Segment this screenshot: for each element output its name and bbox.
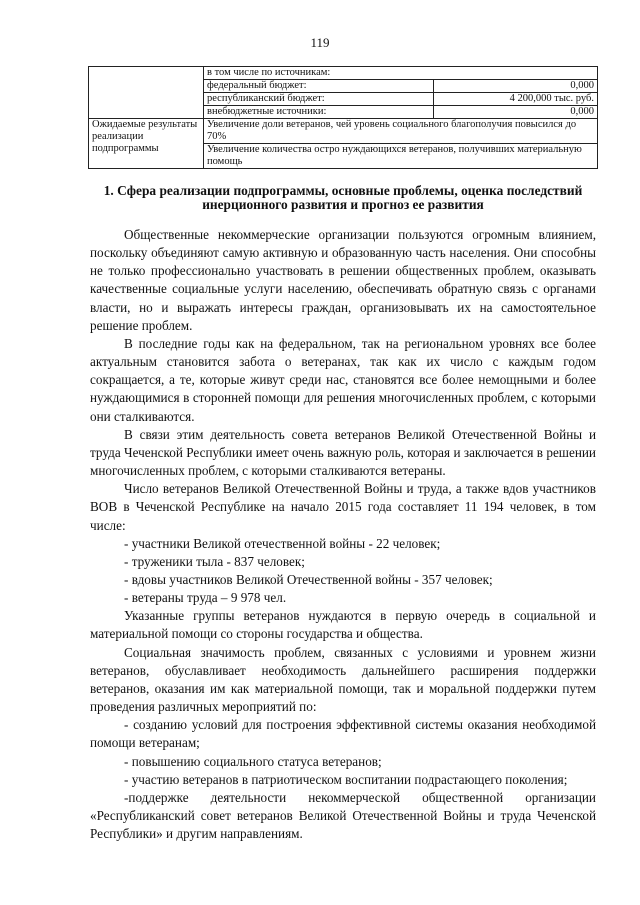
- list-item: - созданию условий для построения эффективной системы оказания необходимой помощи ветеранам;: [90, 717, 596, 751]
- paragraph: Общественные некоммерческие организации пользуются огромным влиянием, поскольку объединяют самую активную и образованную часть населения. Они способны не только профессионально участвовать в решении общественных проблем, оказывать качественные социальные услуги населению, обеспечивать обратную связь с органами власти, но и выражать интересы граждан, организовывать их на самостоятельное решение проблем.: [90, 227, 596, 333]
- list-item: - труженики тыла - 837 человек;: [124, 553, 305, 569]
- source-label: федеральный бюджет:: [204, 80, 434, 93]
- paragraph: В последние годы как на федеральном, так на региональном уровнях все более актуальным становится забота о ветеранах, так как их число с каждым годом сокращается, а те, которые живут среди нас, становятся все более немощными и более нуждающимися в сторонней помощи для решения многочисленных проблем, с которыми они сталкиваются.: [90, 335, 596, 424]
- paragraph: Социальная значимость проблем, связанных с условиями и уровнем жизни ветеранов, обуславливает необходимость дальнейшего расширения поддержки ветеранов, оказания им как материальной помощи, так и моральной поддержки путем проведения различных мероприятий по:: [90, 644, 596, 715]
- list-item: - ветераны труда – 9 978 чел.: [124, 590, 287, 606]
- list-item: -поддержке деятельности некоммерческой общественной организации «Республиканский совет ветеранов Великой Отечественной Войны и труда Чеченской Республики» и другим направлениям.: [90, 789, 596, 842]
- source-value: 0,000: [433, 80, 597, 93]
- source-label: внебюджетные источники:: [204, 106, 434, 119]
- table-row: [89, 119, 598, 144]
- source-label: республиканский бюджет:: [204, 93, 434, 106]
- expected-result: Увеличение доли ветеранов, чей уровень социального благополучия повысился до 70%: [204, 119, 598, 144]
- table-cell-empty: [89, 67, 204, 119]
- table-row: [89, 67, 598, 80]
- expected-results-label: Ожидаемые результаты реализации подпрограммы: [89, 119, 204, 169]
- expected-result: Увеличение количества остро нуждающихся ветеранов, получивших материальную помощь: [204, 144, 598, 169]
- list-item: - повышению социального статуса ветеранов;: [124, 753, 382, 769]
- paragraph: Указанные группы ветеранов нуждаются в первую очередь в социальной и материальной помощи со стороны государства и общества.: [90, 608, 596, 642]
- list-item: - участники Великой отечественной войны - 22 человек;: [124, 535, 441, 551]
- list-item: - участию ветеранов в патриотическом воспитании подрастающего поколения;: [124, 771, 568, 787]
- paragraph: В связи этим деятельность совета ветеранов Великой Отечественной Войны и труда Чеченской Республики имеет очень важную роль, которая и заключается в решении многочисленных проблем, с которыми сталкиваются ветераны.: [90, 426, 596, 479]
- page-number: 119: [310, 35, 330, 50]
- source-value: 4 200,000 тыс. руб.: [433, 93, 597, 106]
- finance-table: [88, 66, 598, 169]
- sources-header: в том числе по источникам:: [204, 67, 598, 80]
- body-text: [90, 226, 596, 843]
- paragraph: Число ветеранов Великой Отечественной Войны и труда, а также вдов участников ВОВ в Чеченской Республике на начало 2015 года составляет 11 194 человек, в том числе:: [90, 481, 596, 533]
- source-value: 0,000: [433, 106, 597, 119]
- section-title: 1. Сфера реализации подпрограммы, основные проблемы, оценка последствий инерционного развития и прогноз ее развития: [103, 183, 583, 212]
- list-item: - вдовы участников Великой Отечественной войны - 357 человек;: [124, 571, 493, 587]
